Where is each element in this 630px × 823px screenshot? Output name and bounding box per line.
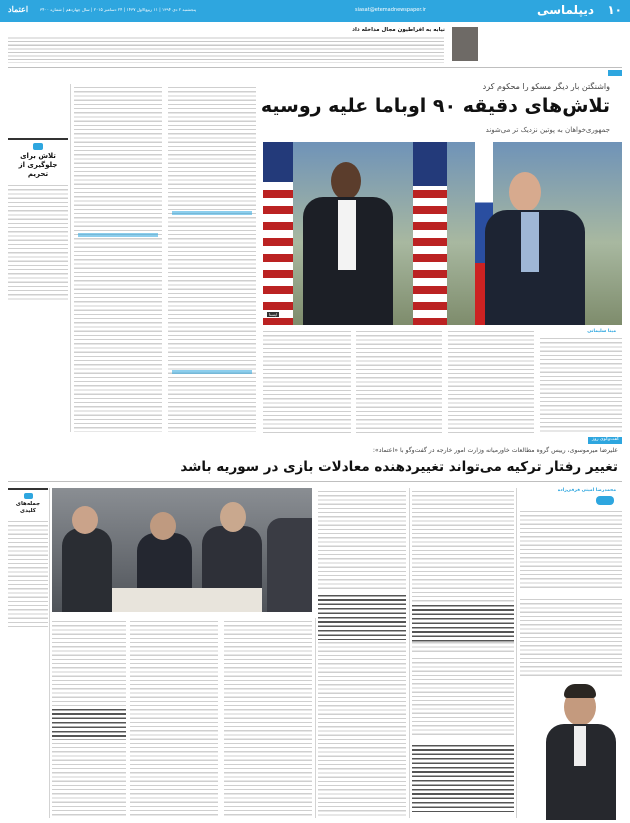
article2-divider xyxy=(8,481,622,482)
interviewee-photo xyxy=(538,680,622,820)
article1-subheading-a xyxy=(172,211,252,215)
article1-col-1 xyxy=(540,335,622,433)
sidebar1 xyxy=(8,138,68,438)
person-left-head xyxy=(331,162,361,200)
article1-headline: تلاش‌های دقیقه ۹۰ اوباما علیه روسیه xyxy=(260,95,610,117)
sidebar2-title: جمله‌های کلیدی xyxy=(15,501,41,514)
photo-table xyxy=(112,588,262,612)
article2-intro-2 xyxy=(520,596,622,678)
sidebar2 xyxy=(8,488,48,823)
article1-col-2 xyxy=(448,328,534,433)
photo-person-4 xyxy=(267,518,312,612)
col-divider-1 xyxy=(516,488,517,818)
article1-col-5 xyxy=(168,84,256,432)
photo-person-2-head xyxy=(150,512,176,540)
top-note-title: نیابه به افراطیون مجال مداخله داد xyxy=(352,27,445,33)
sidebar1-body xyxy=(8,182,68,302)
top-note-body xyxy=(8,35,444,63)
photo-credit: ایسنا xyxy=(269,312,278,317)
article1-byline: مینا سلیمانی xyxy=(587,329,616,334)
pull-quote-4 xyxy=(52,706,126,740)
section-title: دیپلماسی xyxy=(537,3,594,17)
article2-kicker: علیرضا میرموسوی، رییس گروه مطالعات خاورمیانه وزارت امور خارجه در گفت‌وگو با «اعتماد»: xyxy=(372,447,618,454)
section-tag-2-label: گفت‌وگوی روز xyxy=(592,437,619,442)
article1-subheading-c xyxy=(172,370,252,374)
article2-col-5 xyxy=(130,618,218,818)
top-note-author-photo xyxy=(452,27,478,61)
sidebar1-divider xyxy=(70,84,71,432)
interview-icon xyxy=(596,496,614,505)
pull-quote-2 xyxy=(318,592,406,640)
sidebar2-body xyxy=(8,518,48,628)
photo-person-1 xyxy=(62,528,112,612)
sidebar2-divider xyxy=(49,488,50,818)
newspaper-logo: اعتماد xyxy=(8,4,29,14)
article1-kicker: واشنگتن بار دیگر مسکو را محکوم کرد xyxy=(482,82,610,91)
article1-col-4 xyxy=(263,328,351,433)
section-tag-1 xyxy=(608,70,622,76)
article2-headline: تغییر رفتار ترکیه می‌تواند تغییردهنده معادلات بازی در سوریه باشد xyxy=(180,459,618,475)
sidebar2-icon xyxy=(24,493,33,499)
col-divider-2 xyxy=(409,488,410,818)
photo-person-3-head xyxy=(220,502,246,532)
article2-byline: محمدرضا امینی قرقی‌زاده xyxy=(557,488,616,493)
article2-col-7 xyxy=(412,655,514,735)
person-right-head xyxy=(509,172,541,212)
interviewee-shirt xyxy=(574,726,586,766)
article2-photo xyxy=(52,488,312,612)
article1-subheading-b xyxy=(78,233,158,237)
article2-col-4 xyxy=(224,618,312,818)
article1-subhead: جمهوری‌خواهان به پوتین نزدیک تر می‌شوند xyxy=(485,126,610,134)
article2-col-3 xyxy=(318,488,406,818)
person-right-shirt xyxy=(521,212,539,272)
flag-left-canton xyxy=(263,142,293,182)
article2-intro xyxy=(520,508,622,590)
photo-person-1-head xyxy=(72,506,98,534)
interviewee-hair xyxy=(564,684,596,698)
divider xyxy=(8,67,622,68)
col-divider-3 xyxy=(315,618,316,818)
flag-right-canton xyxy=(413,142,447,186)
header-date: پنجشنبه ۲ دی ۱۳۹۴ | ۱۱ ربیع‌الاول ۱۴۳۷ | ۲۴ دسامبر ۲۰۱۵ | سال چهاردهم | شماره ۳۴۰۰ xyxy=(40,7,197,12)
person-left-shirt xyxy=(338,200,356,270)
pull-quote-3 xyxy=(412,742,514,812)
article1-col-3 xyxy=(356,328,442,433)
article1-col-6 xyxy=(74,84,162,432)
sidebar1-icon xyxy=(33,143,43,150)
page-number: ۱۰ xyxy=(607,3,622,17)
sidebar1-title: تلاش برای جلوگیری از تحریم xyxy=(18,152,58,178)
pull-quote-1 xyxy=(412,602,514,642)
header-email: siasat@etemadnewspaper.ir xyxy=(355,7,426,13)
article1-photo xyxy=(263,142,622,325)
